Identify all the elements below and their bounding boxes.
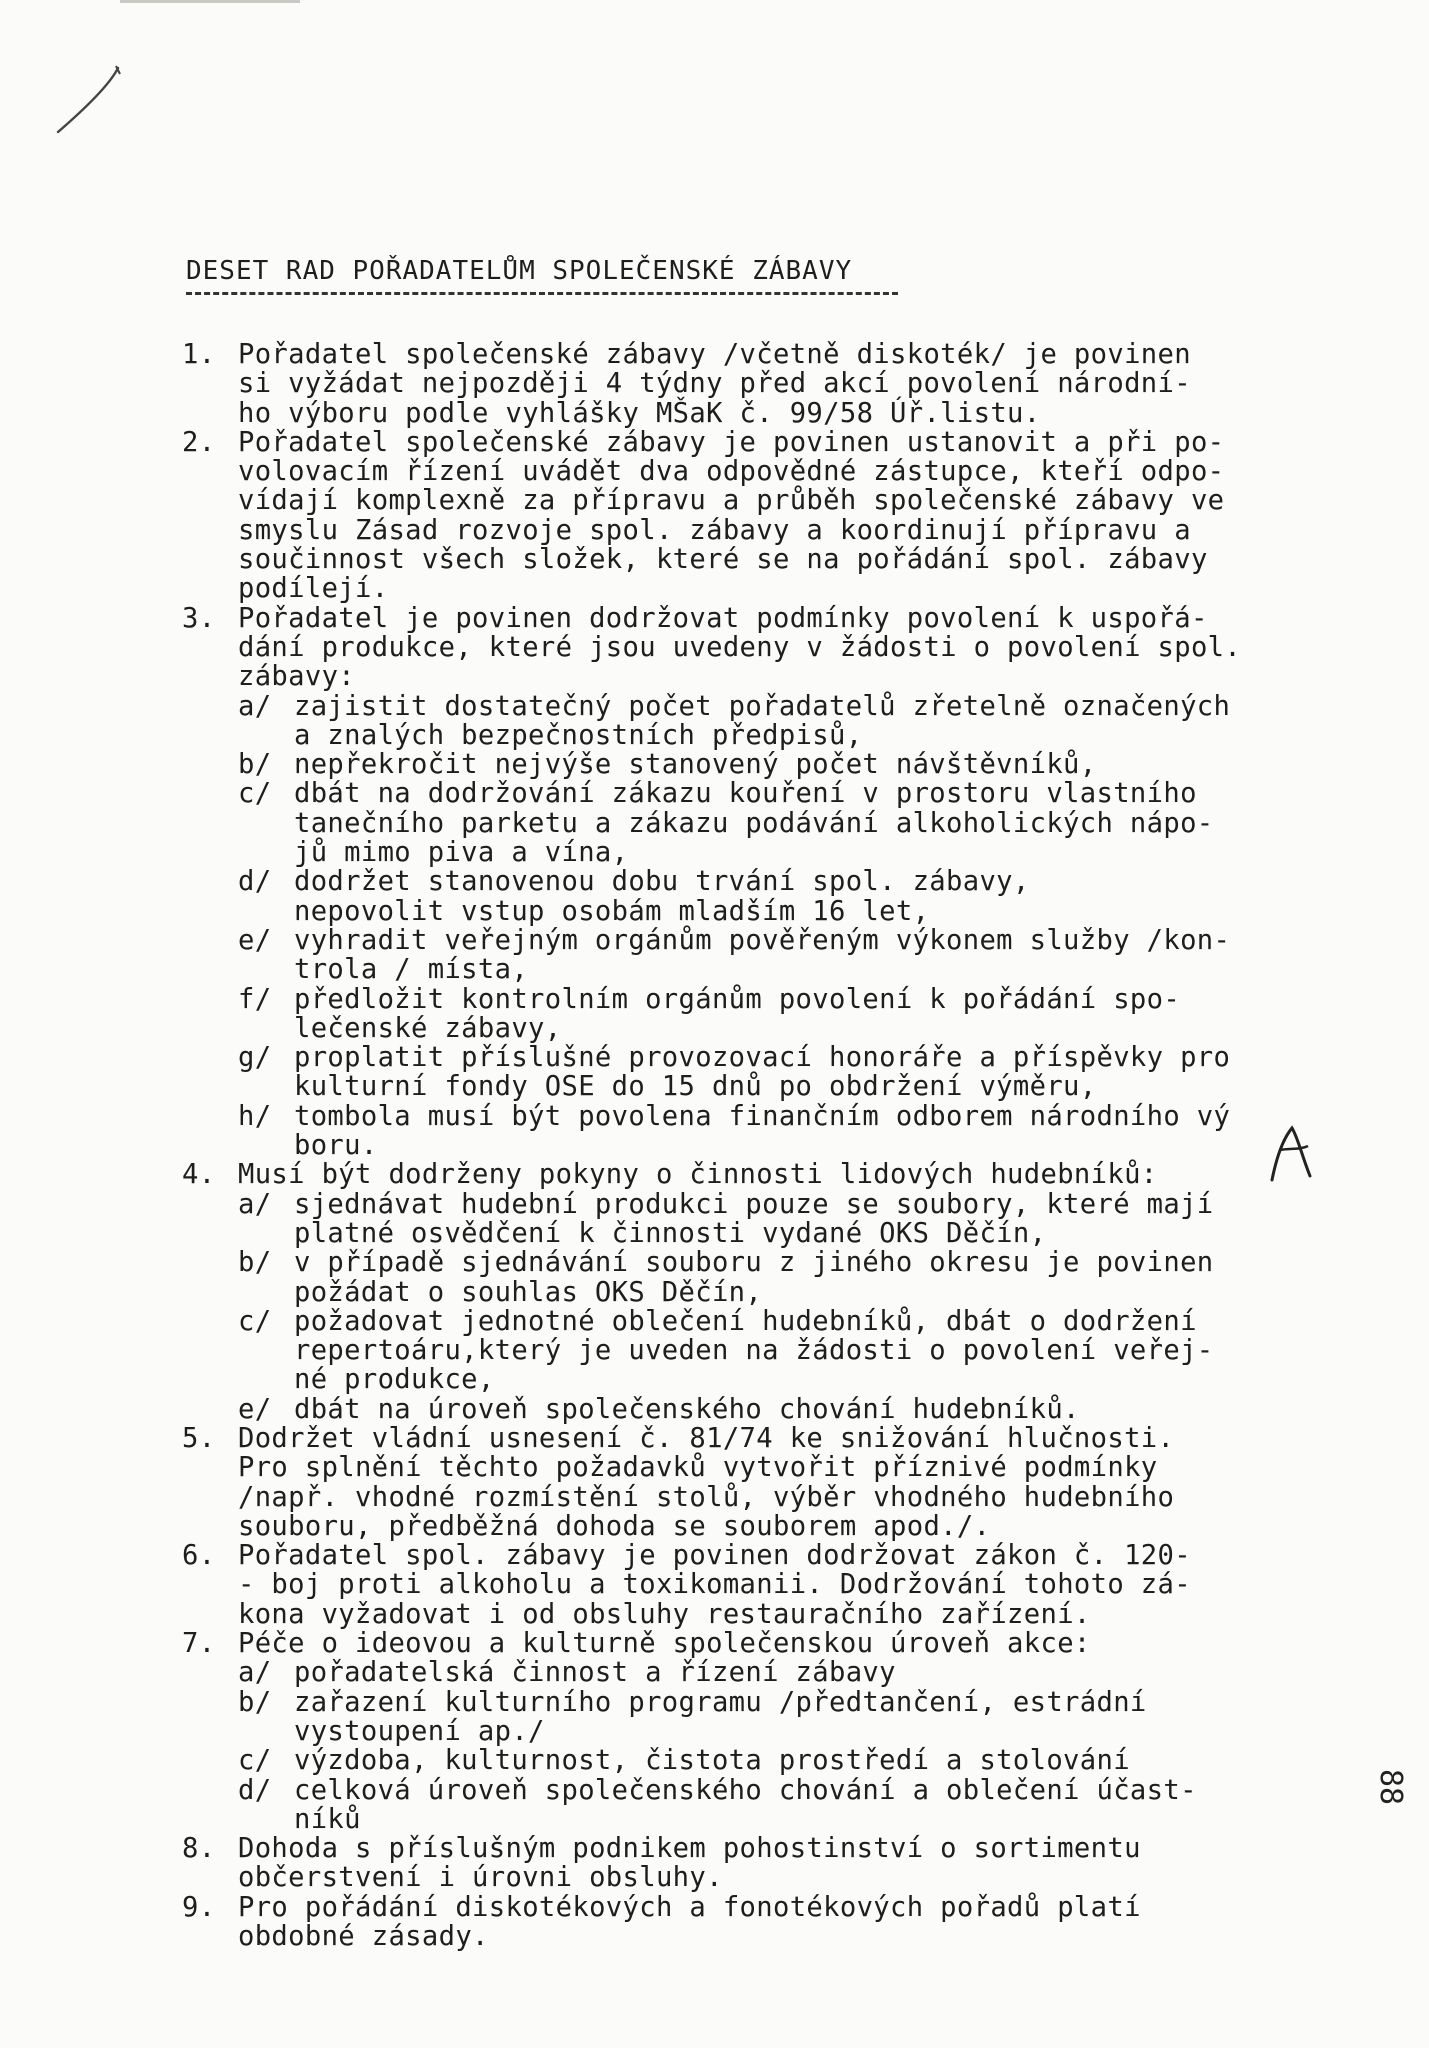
sub-item xyxy=(238,1307,1322,1395)
title-block xyxy=(186,254,946,295)
sub-item xyxy=(238,692,1322,751)
rule-item xyxy=(182,1893,1322,1952)
text-line: né produkce, xyxy=(294,1364,495,1396)
rule-text xyxy=(238,1834,1322,1893)
sub-item-label: c/ xyxy=(238,1305,272,1337)
rule-text xyxy=(238,1424,1322,1541)
sub-item-label: a/ xyxy=(238,690,272,722)
sub-item-text xyxy=(294,1776,1197,1835)
title-underline xyxy=(186,292,898,295)
margin-page-number: 88 xyxy=(1373,1768,1409,1806)
sub-item-text xyxy=(294,1746,1130,1775)
sub-item xyxy=(238,1658,1322,1687)
sub-item-text xyxy=(294,867,1030,926)
text-line: kona vyžadovat i od obsluhy restauračního zařízení. xyxy=(238,1598,1091,1630)
sub-item-label: a/ xyxy=(238,1657,272,1689)
sub-item-label: b/ xyxy=(238,749,272,781)
text-line: boru. xyxy=(294,1130,378,1162)
sub-item xyxy=(238,1746,1322,1775)
sub-item-text xyxy=(294,1307,1214,1395)
text-line: předložit kontrolním orgánům povolení k pořádání spo- xyxy=(294,983,1181,1015)
sub-item-label: d/ xyxy=(238,1774,272,1806)
text-line: /např. vhodné rozmístění stolů, výběr vhodného hudebního xyxy=(238,1481,1175,1513)
text-line: proplatit příslušné provozovací honoráře a příspěvky pro xyxy=(294,1042,1231,1074)
sub-item-text xyxy=(294,779,1214,867)
sub-item-text xyxy=(294,1043,1230,1102)
text-line: zábavy: xyxy=(238,661,356,693)
text-line: níků xyxy=(294,1803,361,1835)
sub-item-label: c/ xyxy=(238,778,272,810)
text-line: Pořadatel spol. zábavy je povinen dodržovat zákon č. 120- xyxy=(238,1540,1191,1572)
rule-number: 6. xyxy=(182,1540,216,1572)
sub-item xyxy=(238,926,1322,985)
rule-text xyxy=(238,1893,1322,1952)
rules-list xyxy=(182,340,1322,1951)
rule-number: 5. xyxy=(182,1422,216,1454)
scan-smudge xyxy=(120,0,300,3)
sub-item xyxy=(238,1688,1322,1747)
text-line: dodržet stanovenou dobu trvání spol. zábavy, xyxy=(294,866,1030,898)
rule-item xyxy=(182,1629,1322,1834)
sub-item-label: f/ xyxy=(238,983,272,1015)
text-line: zajistit dostatečný počet pořadatelů zřetelně označených xyxy=(294,690,1231,722)
sub-item xyxy=(238,1395,1322,1424)
rule-text xyxy=(238,1160,1322,1424)
sub-item-label: b/ xyxy=(238,1247,272,1279)
sub-item xyxy=(238,1102,1322,1161)
rule-item xyxy=(182,1424,1322,1541)
text-line: podílejí. xyxy=(238,573,389,605)
text-line: Pořadatel společenské zábavy /včetně diskoték/ je povinen xyxy=(238,339,1191,370)
text-line: pořadatelská činnost a řízení zábavy xyxy=(294,1657,896,1689)
document-title: DESET RAD POŘADATELŮM SPOLEČENSKÉ ZÁBAVY xyxy=(186,256,853,286)
text-line: platné osvědčení k činnosti vydané OKS Děčín, xyxy=(294,1217,1047,1249)
text-line: nepřekročit nejvýše stanovený počet návštěvníků, xyxy=(294,749,1097,781)
sub-item xyxy=(238,1776,1322,1835)
text-line: souboru, předběžná dohoda se souborem apod./. xyxy=(238,1510,991,1542)
text-line: Pro pořádání diskotékových a fonotékových pořadů platí xyxy=(238,1891,1141,1923)
text-line: výzdoba, kulturnost, čistota prostředí a stolování xyxy=(294,1745,1130,1777)
rule-text xyxy=(238,340,1322,428)
sub-item-text xyxy=(294,985,1180,1044)
sub-item-text xyxy=(294,1688,1147,1747)
text-line: v případě sjednávání souboru z jiného okresu je povinen xyxy=(294,1247,1214,1279)
rule-text xyxy=(238,1541,1322,1629)
text-line: sjednávat hudební produkci pouze se soubory, které mají xyxy=(294,1188,1214,1220)
sub-item xyxy=(238,1190,1322,1249)
rule-number: 9. xyxy=(182,1891,216,1923)
rule-item xyxy=(182,1541,1322,1629)
sub-item-label: e/ xyxy=(238,924,272,956)
rule-text xyxy=(238,428,1322,604)
text-line: jů mimo piva a vína, xyxy=(294,837,629,869)
rule-number: 2. xyxy=(182,426,216,458)
sub-item-text xyxy=(294,692,1230,751)
sub-item-label: e/ xyxy=(238,1393,272,1425)
rule-item xyxy=(182,604,1322,1161)
rule-item xyxy=(182,1160,1322,1424)
sub-item-label: c/ xyxy=(238,1745,272,1777)
rule-text xyxy=(238,604,1322,1161)
text-line: vídají komplexně za přípravu a průběh společenské zábavy ve xyxy=(238,485,1225,517)
rule-item xyxy=(182,428,1322,604)
text-line: občerstvení i úrovni obsluhy. xyxy=(238,1862,723,1894)
text-line: Pro splnění těchto požadavků vytvořit příznivé podmínky xyxy=(238,1452,1158,1484)
text-line: Musí být dodrženy pokyny o činnosti lidových hudebníků: xyxy=(238,1159,1158,1191)
text-line: Péče o ideovou a kulturně společenskou úroveň akce: xyxy=(238,1628,1091,1660)
text-line: Pořadatel je povinen dodržovat podmínky povolení k uspořá- xyxy=(238,602,1208,634)
sub-item-label: a/ xyxy=(238,1188,272,1220)
text-line: smyslu Zásad rozvoje spol. zábavy a koordinují přípravu a xyxy=(238,514,1191,546)
handwritten-mark xyxy=(1262,1120,1332,1190)
sub-item-text xyxy=(294,1248,1214,1307)
text-line: - boj proti alkoholu a toxikomanii. Dodržování tohoto zá- xyxy=(238,1569,1191,1601)
text-line: repertoáru,který je uveden na žádosti o povolení veřej- xyxy=(294,1335,1214,1367)
sub-item-text xyxy=(294,750,1096,779)
rule-number: 1. xyxy=(182,339,216,370)
text-line: kulturní fondy OSE do 15 dnů po obdržení výměru, xyxy=(294,1071,1097,1103)
sub-item-label: d/ xyxy=(238,866,272,898)
text-line: a znalých bezpečnostních předpisů, xyxy=(294,719,863,751)
sub-item xyxy=(238,1043,1322,1102)
sub-item-text xyxy=(294,1658,896,1687)
sub-item xyxy=(238,779,1322,867)
pen-stroke-mark xyxy=(50,60,130,150)
sub-item-label: b/ xyxy=(238,1686,272,1718)
rule-text xyxy=(238,1629,1322,1834)
text-line: Dohoda s příslušným podnikem pohostinství o sortimentu xyxy=(238,1833,1141,1865)
text-line: lečenské zábavy, xyxy=(294,1012,562,1044)
sub-item xyxy=(238,985,1322,1044)
text-line: součinnost všech složek, které se na pořádání spol. zábavy xyxy=(238,544,1208,576)
sub-item-label: g/ xyxy=(238,1042,272,1074)
text-line: požádat o souhlas OKS Děčín, xyxy=(294,1276,763,1308)
text-line: tombola musí být povolena finančním odborem národního vý xyxy=(294,1100,1231,1132)
text-line: Pořadatel společenské zábavy je povinen ustanovit a při po- xyxy=(238,426,1225,458)
sub-item-text xyxy=(294,1102,1230,1161)
text-line: vyhradit veřejným orgánům pověřeným výkonem služby /kon- xyxy=(294,924,1231,956)
text-line: trola / místa, xyxy=(294,954,529,986)
text-line: dání produkce, které jsou uvedeny v žádosti o povolení spol. xyxy=(238,631,1242,663)
text-line: požadovat jednotné oblečení hudebníků, dbát o dodržení xyxy=(294,1305,1197,1337)
sub-item xyxy=(238,1248,1322,1307)
text-line: vystoupení ap./ xyxy=(294,1715,545,1747)
text-line: zařazení kulturního programu /předtančení, estrádní xyxy=(294,1686,1147,1718)
rule-number: 7. xyxy=(182,1628,216,1660)
rule-number: 4. xyxy=(182,1159,216,1191)
sub-item xyxy=(238,750,1322,779)
text-line: Dodržet vládní usnesení č. 81/74 ke snižování hlučnosti. xyxy=(238,1422,1175,1454)
rule-number: 3. xyxy=(182,602,216,634)
text-line: ho výboru podle vyhlášky MŠaK č. 99/58 Úř.listu. xyxy=(238,397,1041,429)
text-line: dbát na úroveň společenského chování hudebníků. xyxy=(294,1393,1080,1425)
text-line: nepovolit vstup osobám mladším 16 let, xyxy=(294,895,930,927)
text-line: obdobné zásady. xyxy=(238,1921,489,1953)
text-line: celková úroveň společenského chování a oblečení účast- xyxy=(294,1774,1197,1806)
rule-item xyxy=(182,340,1322,428)
text-line: tanečního parketu a zákazu podávání alkoholických nápo- xyxy=(294,807,1214,839)
text-line: dbát na dodržování zákazu kouření v prostoru vlastního xyxy=(294,778,1197,810)
sub-item xyxy=(238,867,1322,926)
rule-number: 8. xyxy=(182,1833,216,1865)
sub-item-label: h/ xyxy=(238,1100,272,1132)
sub-item-text xyxy=(294,926,1230,985)
rule-item xyxy=(182,1834,1322,1893)
sub-item-text xyxy=(294,1190,1214,1249)
text-line: volovacím řízení uvádět dva odpovědné zástupce, kteří odpo- xyxy=(238,456,1225,488)
text-line: si vyžádat nejpozději 4 týdny před akcí povolení národní- xyxy=(238,368,1191,400)
sub-item-text xyxy=(294,1395,1080,1424)
